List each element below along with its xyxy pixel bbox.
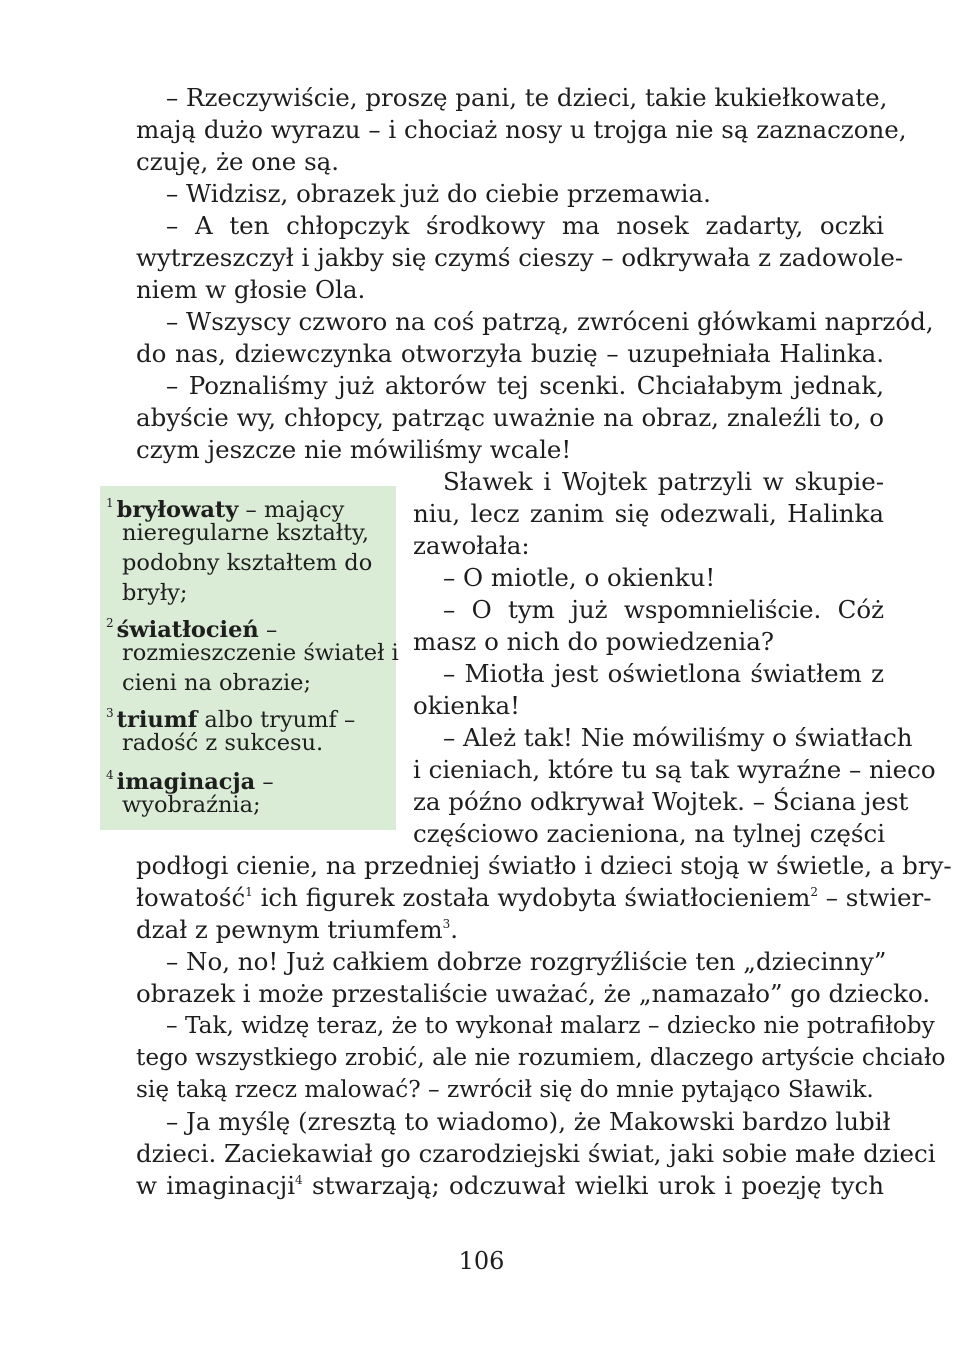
text-line: czym jeszcze nie mówiliśmy wcale! xyxy=(136,435,572,464)
text-line: w imaginacji$^4$ stwarzają; odczuwał wielki urok i poezję tych xyxy=(136,1171,884,1200)
text-line: łowatość$^1$ ich figurek została wydobyta światłocieniem$^2$ – stwier- xyxy=(136,883,932,912)
text-line: – O tym już wspomnieliście. Cóż xyxy=(443,595,884,624)
text-line: masz o nich do powiedzenia? xyxy=(413,627,774,656)
text-line: do nas, dziewczynka otworzyła buzię – uzupełniała Halinka. xyxy=(136,339,884,368)
text-line: – Ja myślę (zresztą to wiadomo), że Makowski bardzo lubił xyxy=(166,1107,891,1136)
glossary-entry-swiatlocien xyxy=(106,608,278,643)
text-line: mają dużo wyrazu – i chociaż nosy u trojga nie są zaznaczone, xyxy=(136,115,907,144)
footnote-ref: 3 xyxy=(442,917,451,931)
glossary-term: światłocień xyxy=(116,617,259,643)
footnote-ref: 1 xyxy=(245,885,253,899)
text-line: niem w głosie Ola. xyxy=(136,275,366,304)
text-line: wytrzeszczył i jakby się czymś cieszy – odkrywała z zadowole- xyxy=(136,243,904,272)
glossary-definition-line: wyobraźnia; xyxy=(122,792,261,818)
glossary-entry-imaginacja xyxy=(106,760,274,795)
text-line: abyście wy, chłopcy, patrząc uważnie na obraz, znaleźli to, o xyxy=(136,403,884,432)
text-line: dzieci. Zaciekawiał go czarodziejski świat, jaki sobie małe dzieci xyxy=(136,1139,936,1168)
glossary-definition-line: bryły; xyxy=(122,580,188,606)
text-line: okienka! xyxy=(413,691,521,720)
footnote-number: 2 xyxy=(106,616,114,630)
text-line: zawołała: xyxy=(413,531,530,560)
text-line: za późno odkrywał Wojtek. – Ściana jest xyxy=(413,787,909,816)
text-line: i cieniach, które tu są tak wyraźne – nieco xyxy=(413,755,936,784)
text-line: – A ten chłopczyk środkowy ma nosek zadarty, oczki xyxy=(166,211,884,240)
text-line: – Ależ tak! Nie mówiliśmy o światłach xyxy=(443,723,913,752)
glossary-definition: – mający xyxy=(238,497,345,523)
glossary-term: imaginacja xyxy=(116,769,256,795)
page-number: 106 xyxy=(458,1247,505,1275)
text-line: się taką rzecz malować? – zwrócił się do mnie pytająco Sławik. xyxy=(136,1076,874,1103)
text-line: – Tak, widzę teraz, że to wykonał malarz – dziecko nie potrafiłoby xyxy=(166,1012,935,1039)
glossary-term: triumf xyxy=(116,707,198,733)
glossary-entry-brylowaty xyxy=(106,488,345,523)
text-line: – No, no! Już całkiem dobrze rozgryźliście ten „dziecinny” xyxy=(166,947,887,976)
glossary-definition-line: cieni na obrazie; xyxy=(122,670,312,696)
footnote-ref: 2 xyxy=(810,885,818,899)
glossary-definition: – xyxy=(255,769,274,795)
text-line: dzał z pewnym triumfem$^3$. xyxy=(136,915,459,944)
text-line: Sławek i Wojtek patrzyli w skupie- xyxy=(443,467,884,496)
glossary-definition-line: nieregularne kształty, xyxy=(122,520,369,546)
text-line: czuję, że one są. xyxy=(136,147,340,176)
glossary-definition: albo tryumf – xyxy=(197,707,356,733)
text-line: – O miotle, o okienku! xyxy=(443,563,716,592)
text-line: podłogi cienie, na przedniej światło i dzieci stoją w świetle, a bry- xyxy=(136,851,952,880)
text-line: – Wszyscy czworo na coś patrzą, zwróceni główkami naprzód, xyxy=(166,307,934,336)
text-line: – Poznaliśmy już aktorów tej scenki. Chciałabym jednak, xyxy=(166,371,884,400)
text-line: częściowo zacieniona, na tylnej części xyxy=(413,819,886,848)
footnote-ref: 4 xyxy=(295,1173,303,1187)
glossary-definition-line: rozmieszczenie świateł i xyxy=(122,640,399,666)
glossary-term: bryłowaty xyxy=(116,497,239,523)
glossary-entry-triumf xyxy=(106,698,356,733)
glossary-definition: – xyxy=(258,617,278,643)
glossary-definition-line: podobny kształtem do xyxy=(122,550,373,576)
text-line: – Rzeczywiście, proszę pani, te dzieci, takie kukiełkowate, xyxy=(166,83,888,112)
footnote-number: 3 xyxy=(106,706,114,720)
glossary-definition-line: radość z sukcesu. xyxy=(122,730,324,756)
text-line: – Widzisz, obrazek już do ciebie przemawia. xyxy=(166,179,711,208)
text-line: tego wszystkiego zrobić, ale nie rozumiem, dlaczego artyście chciało xyxy=(136,1044,946,1071)
glossary-box xyxy=(100,486,399,830)
footnote-number: 1 xyxy=(106,496,114,510)
text-line: obrazek i może przestaliście uważać, że „namazało” go dziecko. xyxy=(136,979,931,1008)
footnote-number: 4 xyxy=(106,768,114,782)
text-line: niu, lecz zanim się odezwali, Halinka xyxy=(413,499,884,528)
text-line: – Miotła jest oświetlona światłem z xyxy=(443,659,884,688)
